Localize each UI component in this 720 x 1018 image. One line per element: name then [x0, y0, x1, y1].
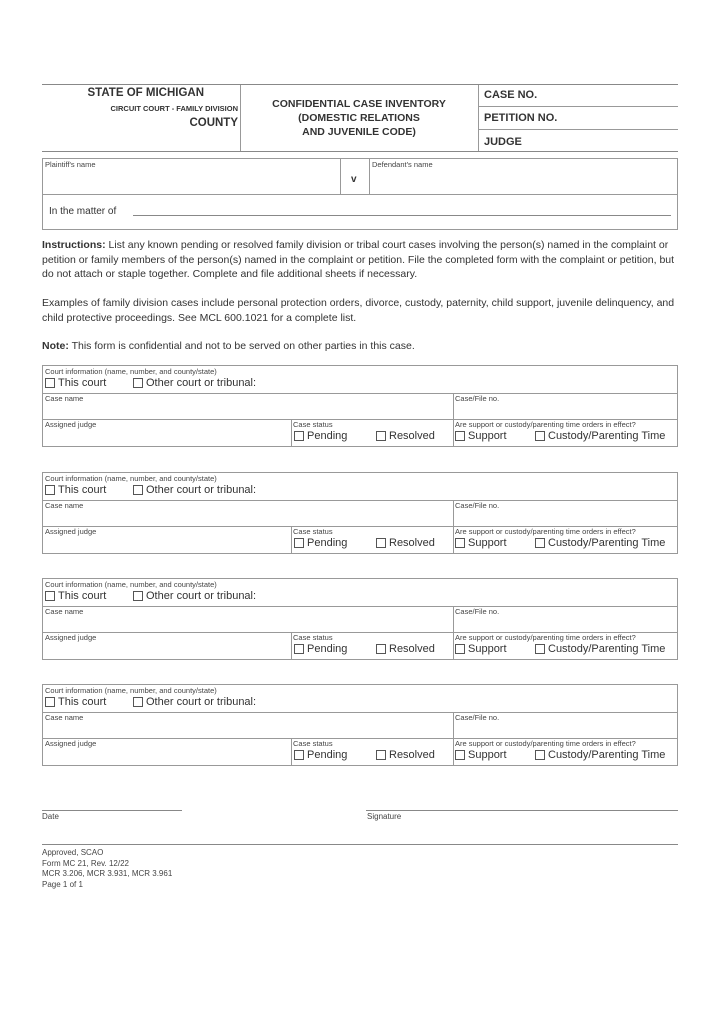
court-info-label: Court information (name, number, and county/state): [45, 474, 217, 483]
parties-section: [42, 158, 678, 230]
checkbox-box[interactable]: [45, 591, 55, 601]
custody-checkbox[interactable]: [535, 537, 665, 549]
case-file-no-label: Case/File no.: [455, 713, 500, 722]
case-entry-block: [42, 365, 678, 447]
custody-label: Custody/Parenting Time: [548, 537, 666, 549]
divider: [291, 738, 292, 765]
support-label: Support: [468, 643, 507, 655]
checkbox-box[interactable]: [294, 431, 304, 441]
form-title-line: AND JUVENILE CODE): [302, 126, 416, 138]
case-name-label: Case name: [45, 713, 84, 722]
case-name-label: Case name: [45, 501, 84, 510]
divider: [453, 712, 454, 738]
case-status-label: Case status: [293, 739, 333, 748]
divider: [453, 606, 454, 632]
case-file-no-label: Case/File no.: [455, 501, 500, 510]
instructions-text: List any known pending or resolved family division or tribal court cases involving the person(s) named in the complaint or petition or family members of the person(s) named in the complaint or petition. File the completed form with the complaint or petition, but do not attach or staple together. Complete and file additional sheets if necessary.: [42, 239, 675, 280]
this-court-label: This court: [58, 696, 107, 708]
orders-question-label: Are support or custody/parenting time orders in effect?: [455, 420, 636, 429]
county-label: COUNTY: [189, 117, 238, 129]
divider: [291, 419, 292, 446]
support-checkbox[interactable]: [455, 749, 507, 761]
resolved-label: Resolved: [389, 537, 435, 549]
footer-divider: [42, 844, 678, 845]
court-info-label: Court information (name, number, and county/state): [45, 580, 217, 589]
other-court-checkbox[interactable]: [133, 696, 256, 708]
case-file-no-label: Case/File no.: [455, 394, 500, 403]
case-name-row: [43, 500, 677, 527]
court-info-row: [43, 579, 677, 607]
case-status-label: Case status: [293, 633, 333, 642]
checkbox-box[interactable]: [376, 431, 386, 441]
form-title: [240, 85, 479, 151]
this-court-checkbox[interactable]: [45, 377, 106, 389]
plaintiff-field[interactable]: [43, 159, 341, 195]
defendant-label: Defendant's name: [372, 160, 433, 169]
checkbox-box[interactable]: [133, 378, 143, 388]
case-entry-block: [42, 472, 678, 554]
assigned-judge-label: Assigned judge: [45, 420, 97, 429]
case-status-label: Case status: [293, 420, 333, 429]
form-title-line: (DOMESTIC RELATIONS: [298, 112, 420, 124]
checkbox-box[interactable]: [376, 538, 386, 548]
case-name-label: Case name: [45, 607, 84, 616]
pending-checkbox[interactable]: [294, 749, 347, 761]
footer-form-number: Form MC 21, Rev. 12/22: [42, 858, 129, 868]
resolved-checkbox[interactable]: [376, 430, 435, 442]
judge-label: JUDGE: [484, 136, 522, 148]
checkbox-box[interactable]: [45, 485, 55, 495]
divider: [453, 393, 454, 419]
form-header: [42, 84, 678, 152]
case-numbers-panel: [478, 85, 678, 151]
instructions-lead: Instructions:: [42, 239, 106, 251]
checkbox-box[interactable]: [45, 697, 55, 707]
note-text: This form is confidential and not to be served on other parties in this case.: [68, 340, 415, 352]
form-title-line: CONFIDENTIAL CASE INVENTORY: [272, 98, 446, 110]
resolved-checkbox[interactable]: [376, 537, 435, 549]
plaintiff-label: Plaintiff's name: [45, 160, 96, 169]
case-name-row: [43, 712, 677, 739]
divider: [291, 526, 292, 553]
assigned-judge-label: Assigned judge: [45, 633, 97, 642]
case-entry-block: [42, 578, 678, 660]
checkbox-box[interactable]: [133, 697, 143, 707]
orders-question-label: Are support or custody/parenting time orders in effect?: [455, 739, 636, 748]
checkbox-box[interactable]: [455, 538, 465, 548]
checkbox-box[interactable]: [376, 750, 386, 760]
orders-question-label: Are support or custody/parenting time orders in effect?: [455, 633, 636, 642]
support-label: Support: [468, 537, 507, 549]
other-court-label: Other court or tribunal:: [146, 696, 257, 708]
court-heading: [42, 85, 241, 151]
court-info-row: [43, 366, 677, 394]
assigned-judge-label: Assigned judge: [45, 527, 97, 536]
pending-label: Pending: [307, 643, 348, 655]
case-name-row: [43, 393, 677, 420]
checkbox-box[interactable]: [133, 591, 143, 601]
checkbox-box[interactable]: [455, 431, 465, 441]
checkbox-box[interactable]: [535, 538, 545, 548]
custody-checkbox[interactable]: [535, 749, 665, 761]
checkbox-box[interactable]: [535, 644, 545, 654]
form-footer: [42, 848, 172, 890]
pending-label: Pending: [307, 430, 348, 442]
support-checkbox[interactable]: [455, 537, 507, 549]
pending-checkbox[interactable]: [294, 537, 347, 549]
petition-no-label: PETITION NO.: [484, 112, 558, 124]
matter-field[interactable]: [133, 215, 671, 216]
footer-court-rules: MCR 3.206, MCR 3.931, MCR 3.961: [42, 869, 173, 878]
case-name-row: [43, 606, 677, 633]
instructions-paragraph: [42, 238, 682, 282]
court-info-label: Court information (name, number, and county/state): [45, 367, 217, 376]
support-checkbox[interactable]: [455, 430, 507, 442]
versus-cell: [341, 159, 369, 195]
pending-label: Pending: [307, 537, 348, 549]
custody-checkbox[interactable]: [535, 643, 665, 655]
this-court-checkbox[interactable]: [45, 590, 106, 602]
resolved-checkbox[interactable]: [376, 643, 435, 655]
pending-label: Pending: [307, 749, 348, 761]
case-entry-block: [42, 684, 678, 766]
this-court-label: This court: [58, 484, 107, 496]
divider: [453, 632, 454, 659]
judge-status-row: [43, 632, 677, 659]
resolved-label: Resolved: [389, 643, 435, 655]
pending-checkbox[interactable]: [294, 643, 347, 655]
checkbox-box[interactable]: [45, 378, 55, 388]
note-lead: Note:: [42, 340, 69, 352]
other-court-label: Other court or tribunal:: [146, 590, 257, 602]
signature-label: Signature: [367, 812, 402, 821]
judge-status-row: [43, 738, 677, 765]
checkbox-box[interactable]: [133, 485, 143, 495]
this-court-label: This court: [58, 377, 107, 389]
divider: [291, 632, 292, 659]
signature-field[interactable]: [366, 810, 678, 811]
divider: [453, 419, 454, 446]
footer-page-number: Page 1 of 1: [42, 879, 83, 889]
judge-status-row: [43, 526, 677, 553]
resolved-label: Resolved: [389, 749, 435, 761]
custody-label: Custody/Parenting Time: [548, 749, 666, 761]
pending-checkbox[interactable]: [294, 430, 347, 442]
divider: [453, 738, 454, 765]
examples-paragraph: Examples of family division cases include personal protection orders, divorce, custody, paternity, child support, juvenile delinquency, and child protective proceedings. See MCL 600.1021 for a complete list.: [42, 297, 675, 324]
other-court-label: Other court or tribunal:: [146, 484, 257, 496]
assigned-judge-label: Assigned judge: [45, 739, 97, 748]
custody-label: Custody/Parenting Time: [548, 643, 666, 655]
other-court-checkbox[interactable]: [133, 590, 256, 602]
matter-label: In the matter of: [49, 206, 117, 217]
divider: [478, 129, 678, 130]
judge-status-row: [43, 419, 677, 446]
checkbox-box[interactable]: [535, 750, 545, 760]
checkbox-box[interactable]: [455, 644, 465, 654]
divider: [453, 526, 454, 553]
support-label: Support: [468, 749, 507, 761]
resolved-checkbox[interactable]: [376, 749, 435, 761]
other-court-label: Other court or tribunal:: [146, 377, 257, 389]
circuit-label: CIRCUIT COURT - FAMILY DIVISION: [110, 104, 238, 113]
this-court-checkbox[interactable]: [45, 484, 106, 496]
court-info-row: [43, 685, 677, 713]
court-info-row: [43, 473, 677, 501]
state-label: STATE OF MICHIGAN: [87, 87, 204, 99]
case-file-no-label: Case/File no.: [455, 607, 500, 616]
checkbox-box[interactable]: [294, 750, 304, 760]
court-info-label: Court information (name, number, and county/state): [45, 686, 217, 695]
note-paragraph: [42, 339, 682, 354]
date-field[interactable]: [42, 810, 182, 811]
case-status-label: Case status: [293, 527, 333, 536]
footer-approved: Approved, SCAO: [42, 848, 104, 857]
date-label: Date: [42, 812, 59, 821]
custody-checkbox[interactable]: [535, 430, 665, 442]
orders-question-label: Are support or custody/parenting time orders in effect?: [455, 527, 636, 536]
checkbox-box[interactable]: [535, 431, 545, 441]
this-court-label: This court: [58, 590, 107, 602]
support-label: Support: [468, 430, 507, 442]
checkbox-box[interactable]: [455, 750, 465, 760]
defendant-field[interactable]: [369, 159, 677, 195]
resolved-label: Resolved: [389, 430, 435, 442]
checkbox-box[interactable]: [294, 644, 304, 654]
checkbox-box[interactable]: [294, 538, 304, 548]
custody-label: Custody/Parenting Time: [548, 430, 666, 442]
versus-label: v: [351, 174, 357, 185]
divider: [453, 500, 454, 526]
other-court-checkbox[interactable]: [133, 377, 256, 389]
case-no-label: CASE NO.: [484, 89, 538, 101]
case-name-label: Case name: [45, 394, 84, 403]
other-court-checkbox[interactable]: [133, 484, 256, 496]
this-court-checkbox[interactable]: [45, 696, 106, 708]
checkbox-box[interactable]: [376, 644, 386, 654]
support-checkbox[interactable]: [455, 643, 507, 655]
divider: [478, 106, 678, 107]
